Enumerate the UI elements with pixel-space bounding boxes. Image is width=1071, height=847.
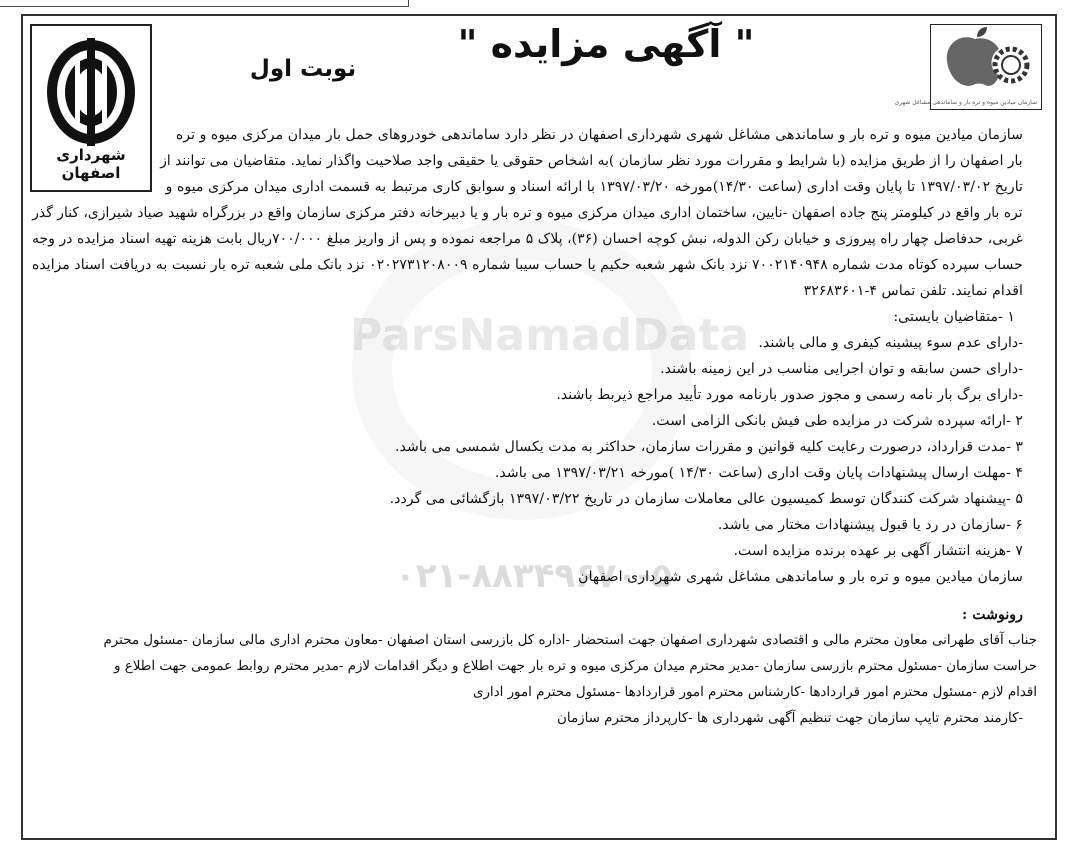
watermark-phone: ۰۲۱-۸۸۳۴۹۶۷۰-۵ [395, 556, 673, 596]
condition-item: ۶ -سازمان در رد یا قبول پیشنهادات مختار می باشد. [717, 517, 1023, 533]
cc-line: حراست سازمان -مسئول محترم بازرسی سازمان -مدیر محترم میدان مرکزی میوه و تره بار جهت اطلاع و دیگر اقدامات لازم -مدیر محترم روابط عمومی جهت اطلاع و [113, 659, 1037, 674]
apple-gear-emblem-icon [931, 25, 1035, 95]
condition-item: ۲ -ارائه سپرده شرکت در مزایده طی فیش بانکی الزامی است. [651, 413, 1023, 429]
body-line: بار اصفهان را از طریق مزایده (با شرایط و مقررات مورد نظر سازمان )به اشخاص حقوقی یا حقیقی واجد صلاحیت واگذار نماید. متقاضیان می توانند از [160, 153, 1023, 169]
cc-line: -کارمند محترم تایپ سازمان جهت تنظیم آگهی شهرداری ها -کارپرداز محترم سازمان [557, 711, 1023, 726]
top-border-fragment [0, 0, 409, 7]
cc-line: اقدام لازم -مسئول محترم امور قراردادها -کارشناس محترم امور قراردادها -مسئول محترم امور اداری [472, 685, 1037, 700]
condition-item: ۵ -پیشنهاد شرکت کنندگان توسط کمیسیون عالی معاملات سازمان در تاریخ ۱۳۹۷/۰۳/۲۲ بازگشائی می گردد. [389, 491, 1023, 507]
logo-caption: شهرداری اصفهان [56, 146, 126, 182]
condition-item: -دارای برگ بار نامه رسمی و مجوز صدور بارنامه مورد تأیید مراجع ذیربط باشند. [556, 387, 1023, 403]
body-line: غربی، حدفاصل چهار راه پیروزی و خیابان رکن الدوله، نبش کوچه احسان (۳۶)، پلاک ۵ مراجعه نموده و پس از واریز مبلغ ۷۰۰/۰۰۰ریال بابت هزینه تهیه اسناد مزایده در وجه [31, 231, 1023, 247]
municipality-emblem-icon [41, 34, 141, 152]
condition-item: ۷ -هزینه انتشار آگهی بر عهده برنده مزایده است. [733, 543, 1023, 559]
body-line: تره بار واقع در کیلومتر پنج جاده اصفهان -نایین، ساختمان اداری میدان مرکزی میوه و تره بار و یا دبیرخانه دفتر مرکزی سازمان واقع در بزرگراه شهید صیاد شیرازی، کنار گذر [32, 205, 1023, 221]
body-line: تاریخ ۱۳۹۷/۰۳/۰۲ تا پایان وقت اداری (ساعت ۱۴/۳۰)مورخه ۱۳۹۷/۰۳/۲۰ با ارائه اسناد و سوابق کاری مرتبط به قسمت اداری میدان مرکزی میوه و [165, 179, 1023, 195]
body-line: حساب سپرده کوتاه مدت شماره ۷۰۰۲۱۴۰۹۴۸ نزد بانک شهر شعبه حکیم یا حساب سیبا شماره ۰۲۰۲۷۳۱۲۰۸۰۰۹ نزد بانک ملی شعبه تره بار نسبت به دریافت اسناد مزایده [32, 257, 1023, 273]
issuer-signature: سازمان میادین میوه و تره بار و ساماندهی مشاغل شهری شهرداری اصفهان [578, 569, 1023, 585]
isfahan-municipality-logo [30, 24, 152, 192]
condition-item: ۳ -مدت قرارداد، درصورت رعایت کلیه قوانین و مقررات سازمان، حداکثر به مدت یکسال شمسی می باشد. [395, 439, 1023, 455]
body-line: سازمان میادین میوه و تره بار و ساماندهی مشاغل شهری شهرداری اصفهان در نظر دارد ساماندهی خودروهای حمل بار میدان مرکزی میوه و تره [175, 127, 1023, 143]
watermark-brand: ParsNamadData [350, 310, 750, 361]
cc-line: جناب آقای طهرانی معاون محترم مالی و اقتصادی شهرداری اصفهان جهت استحضار -اداره کل بازرسی استان اصفهان -معاون محترم اداری مالی سازمان -مسئول محترم [103, 633, 1037, 648]
condition-item: ۴ -مهلت ارسال پیشنهادات پایان وقت اداری (ساعت ۱۴/۳۰ )مورخه ۱۳۹۷/۰۳/۲۱ می باشد. [494, 465, 1023, 481]
organization-logo-caption: سازمان میادین میوه و تره بار و ساماندهی مشاغل شهری [894, 99, 1037, 106]
condition-item: -دارای حسن سابقه و توان اجرایی مناسب در این زمینه باشند. [660, 361, 1023, 377]
cc-heading: رونوشت : [962, 607, 1023, 623]
notice-title: " آگهی مزایده " [457, 22, 755, 66]
organization-logo [894, 24, 1042, 110]
notice-round: نوبت اول [249, 56, 357, 82]
condition-item: ۱ -متقاضیان بایستی: [893, 309, 1015, 325]
body-line: اقدام نمایند. تلفن تماس ۴-۳۲۶۸۳۶۰۱ [803, 283, 1023, 299]
condition-item: -دارای عدم سوء پیشینه کیفری و مالی باشند. [758, 335, 1023, 351]
